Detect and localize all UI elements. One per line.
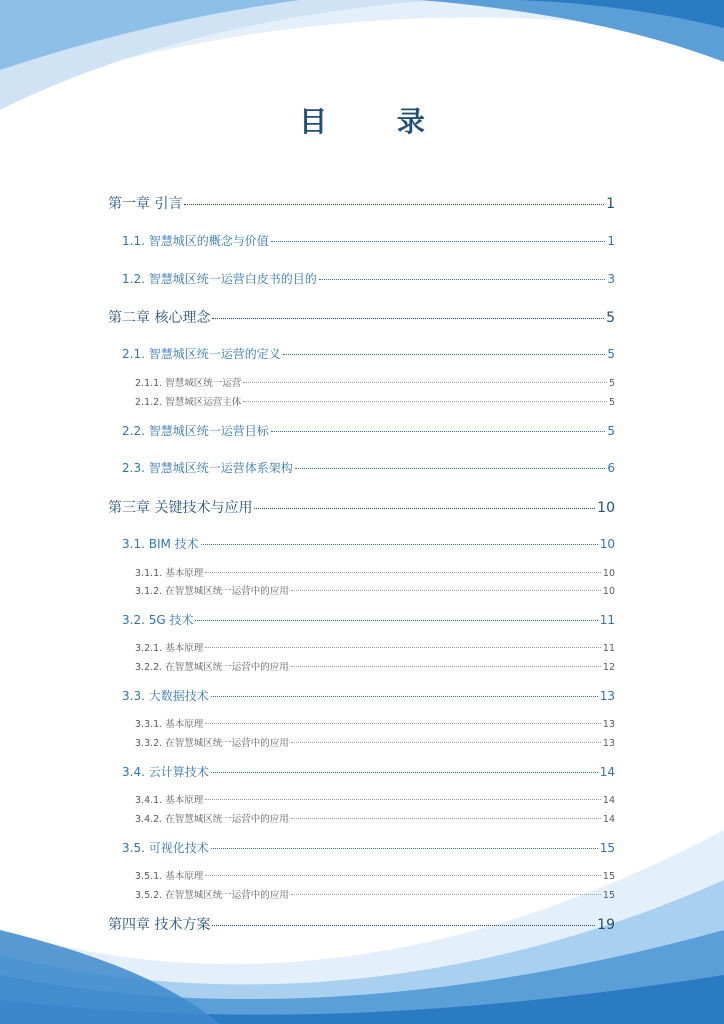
toc-entry-level3[interactable]: [135, 375, 615, 389]
toc-entry-level3[interactable]: [135, 716, 615, 730]
toc-dot-leader: [291, 666, 601, 667]
toc-entry-label: 2.1.1. 智慧城区统一运营: [135, 378, 242, 389]
toc-dot-leader: [291, 742, 601, 743]
toc-entry-level1[interactable]: [108, 307, 615, 327]
toc-entry-label: 2.2. 智慧城区统一运营目标: [122, 424, 269, 438]
toc-dot-leader: [271, 241, 606, 242]
toc-dot-leader: [211, 696, 598, 697]
toc-page-number: 15: [602, 871, 615, 882]
toc-entry-level1[interactable]: [108, 193, 615, 213]
toc-entry-level2[interactable]: [122, 687, 615, 704]
toc-entry-level3[interactable]: [135, 735, 615, 749]
toc-entry-level3[interactable]: [135, 887, 615, 901]
toc-page-number: 10: [602, 568, 615, 579]
toc-page-number: 10: [599, 537, 615, 551]
toc-entry-label: 3.1. BIM 技术: [122, 537, 199, 551]
toc-dot-leader: [254, 508, 595, 509]
toc-page-number: 14: [599, 765, 615, 779]
toc-dot-leader: [184, 204, 604, 205]
toc-page-number: 11: [602, 643, 615, 654]
toc-page-number: 5: [608, 397, 615, 408]
toc-page-number: 13: [599, 689, 615, 703]
toc-dot-leader: [205, 723, 601, 724]
toc-page-number: 5: [607, 347, 615, 361]
toc-dot-leader: [243, 382, 607, 383]
toc-entry-label: 第三章 关键技术与应用: [108, 500, 253, 516]
toc-entry-label: 3.1.2. 在智慧城区统一运营中的应用: [135, 586, 289, 597]
toc-page-number: 5: [606, 310, 615, 326]
toc-dot-leader: [205, 572, 601, 573]
toc-entry-label: 3.3.2. 在智慧城区统一运营中的应用: [135, 738, 289, 749]
toc-entry-label: 1.2. 智慧城区统一运营白皮书的目的: [122, 272, 317, 286]
toc-entry-label: 3.5.1. 基本原理: [135, 871, 204, 882]
toc-entry-label: 第二章 核心理念: [108, 310, 211, 326]
toc-page-number: 10: [597, 500, 615, 516]
toc-page-number: 1: [607, 234, 615, 248]
page-title: 目 录: [299, 105, 455, 138]
toc-entry-level1[interactable]: [108, 497, 615, 517]
toc-entry-label: 3.2. 5G 技术: [122, 613, 194, 627]
toc-page-number: 15: [602, 890, 615, 901]
toc-dot-leader: [291, 818, 601, 819]
toc-page-number: 5: [608, 378, 615, 389]
toc-dot-leader: [195, 620, 597, 621]
toc-dot-leader: [205, 799, 601, 800]
toc-page-number: 12: [602, 662, 615, 673]
toc-entry-label: 第一章 引言: [108, 196, 183, 212]
toc-entry-level2[interactable]: [122, 535, 615, 552]
toc-entry-level3[interactable]: [135, 640, 615, 654]
toc-page-number: 14: [602, 814, 615, 825]
toc-entry-level2[interactable]: [122, 345, 615, 362]
toc-dot-leader: [291, 590, 601, 591]
toc-dot-leader: [212, 925, 595, 926]
toc-page-number: 13: [602, 738, 615, 749]
toc-page-number: 3: [607, 272, 615, 286]
toc-dot-leader: [205, 875, 601, 876]
toc-entry-label: 3.5. 可视化技术: [122, 841, 209, 855]
toc-entry-level1[interactable]: [108, 914, 615, 934]
toc-page-number: 1: [606, 196, 615, 212]
toc-entry-level2[interactable]: [122, 422, 615, 439]
toc-entry-level2[interactable]: [122, 459, 615, 476]
toc-dot-leader: [212, 318, 604, 319]
toc-entry-level2[interactable]: [122, 763, 615, 780]
toc-entry-level3[interactable]: [135, 583, 615, 597]
toc-entry-label: 2.3. 智慧城区统一运营体系架构: [122, 461, 293, 475]
toc-entry-level2[interactable]: [122, 839, 615, 856]
toc-entry-level3[interactable]: [135, 394, 615, 408]
toc-entry-label: 1.1. 智慧城区的概念与价值: [122, 234, 269, 248]
toc-entry-label: 3.3. 大数据技术: [122, 689, 209, 703]
toc-entry-level2[interactable]: [122, 270, 615, 287]
toc-dot-leader: [205, 647, 601, 648]
toc-entry-label: 3.1.1. 基本原理: [135, 568, 204, 579]
toc-entry-level3[interactable]: [135, 868, 615, 882]
toc-dot-leader: [295, 468, 606, 469]
toc-page-number: 6: [607, 461, 615, 475]
toc-entry-level3[interactable]: [135, 792, 615, 806]
toc-page-number: 13: [602, 719, 615, 730]
toc-page-number: 10: [602, 586, 615, 597]
toc-dot-leader: [211, 848, 598, 849]
toc-entry-label: 3.2.2. 在智慧城区统一运营中的应用: [135, 662, 289, 673]
toc-entry-level2[interactable]: [122, 611, 615, 628]
toc-page-number: 11: [599, 613, 615, 627]
toc-page-number: 14: [602, 795, 615, 806]
toc-entry-label: 3.5.2. 在智慧城区统一运营中的应用: [135, 890, 289, 901]
toc-entry-label: 3.4.1. 基本原理: [135, 795, 204, 806]
toc-entry-level3[interactable]: [135, 811, 615, 825]
toc-page-number: 19: [597, 917, 615, 933]
toc-dot-leader: [211, 772, 598, 773]
toc-dot-leader: [319, 279, 606, 280]
toc-entry-label: 3.3.1. 基本原理: [135, 719, 204, 730]
toc-page-number: 15: [599, 841, 615, 855]
toc-page-number: 5: [607, 424, 615, 438]
toc-dot-leader: [201, 544, 598, 545]
toc-entry-level3[interactable]: [135, 659, 615, 673]
toc-dot-leader: [291, 894, 601, 895]
toc-entry-label: 3.4. 云计算技术: [122, 765, 209, 779]
toc-dot-leader: [271, 431, 606, 432]
toc-entry-label: 第四章 技术方案: [108, 917, 211, 933]
toc-dot-leader: [283, 354, 606, 355]
toc-dot-leader: [243, 401, 607, 402]
toc-entry-label: 2.1.2. 智慧城区运营主体: [135, 397, 242, 408]
toc-entry-label: 3.2.1. 基本原理: [135, 643, 204, 654]
toc-entry-level3[interactable]: [135, 565, 615, 579]
toc-entry-level2[interactable]: [122, 232, 615, 249]
toc-entry-label: 3.4.2. 在智慧城区统一运营中的应用: [135, 814, 289, 825]
toc-entry-label: 2.1. 智慧城区统一运营的定义: [122, 347, 281, 361]
